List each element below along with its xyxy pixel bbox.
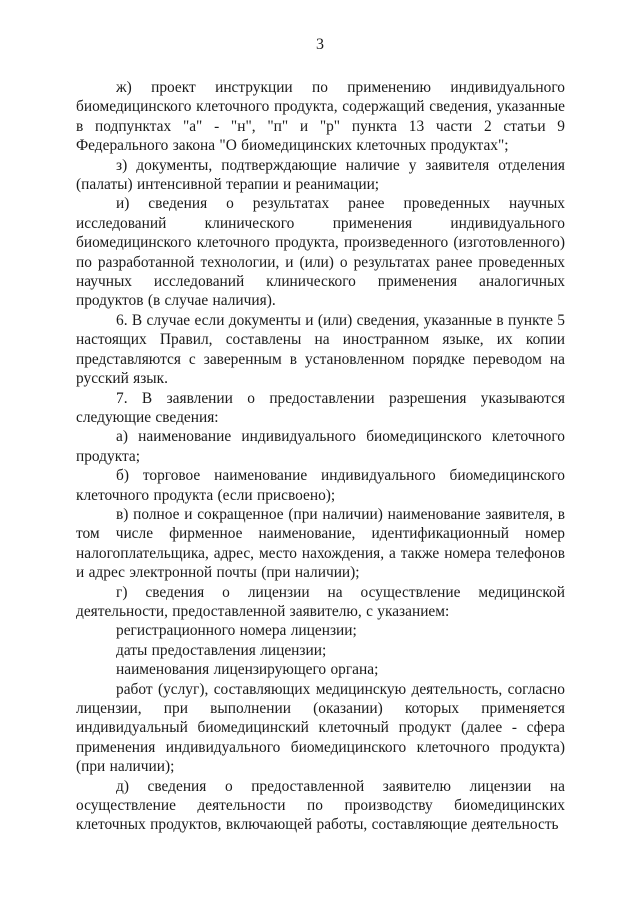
paragraph-6: 6. В случае если документы и (или) сведения, указанные в пункте 5 настоящих Правил, составлены на иностранном языке, их копии представляются с заверенным в установленном порядке переводом на русский язык.: [76, 311, 565, 388]
paragraph-7g: г) сведения о лицензии на осуществление медицинской деятельности, предоставленной заявителю, с указанием:: [76, 583, 565, 620]
paragraph-7: 7. В заявлении о предоставлении разрешения указываются следующие сведения:: [76, 389, 565, 426]
list-item-licensing-authority: наименования лицензирующего органа;: [116, 661, 379, 679]
paragraph-7b: б) торговое наименование индивидуального биомедицинского клеточного продукта (если присвоено);: [76, 467, 565, 504]
document-body: [76, 78, 565, 835]
paragraph-7d: д) сведения о предоставленной заявителю лицензии на осуществление деятельности по производству биомедицинских клеточных продуктов, включающей работы, составляющие деятельность: [76, 777, 565, 834]
page-number: 3: [316, 36, 324, 53]
paragraph-i: и) сведения о результатах ранее проведенных научных исследований клинического применения индивидуального биомедицинского клеточного продукта, произведенного (изготовленного) по разработанной технологии, и (или) о результатах ранее проведенных научных исследований клинического применения аналогичных продуктов (в случае наличия).: [76, 195, 565, 310]
list-item-license-date: даты предоставления лицензии;: [116, 641, 327, 659]
paragraph-7v: в) полное и сокращенное (при наличии) наименование заявителя, в том числе фирменное наименование, идентификационный номер налогоплательщика, адрес, место нахождения, а также номера телефонов и адрес электронной почты (при наличии);: [76, 505, 565, 582]
paragraph-7a: а) наименование индивидуального биомедицинского клеточного продукта;: [76, 428, 565, 465]
list-item-registration-number: регистрационного номера лицензии;: [116, 622, 357, 640]
list-item-works-services: работ (услуг), составляющих медицинскую деятельность, согласно лицензии, при выполнении (оказании) которых применяется индивидуальный биомедицинский клеточный продукт (далее - сфера применения индивидуального биомедицинского клеточного продукта) (при наличии);: [76, 680, 565, 776]
paragraph-z: з) документы, подтверждающие наличие у заявителя отделения (палаты) интенсивной терапии и реанимации;: [76, 156, 565, 194]
paragraph-zh: ж) проект инструкции по применению индивидуального биомедицинского клеточного продукта, содержащий сведения, указанные в подпунктах "а" - "н", "п" и "р" пункта 13 части 2 статьи 9 Федерального закона "О биомедицинских клеточных продуктах";: [76, 79, 565, 155]
